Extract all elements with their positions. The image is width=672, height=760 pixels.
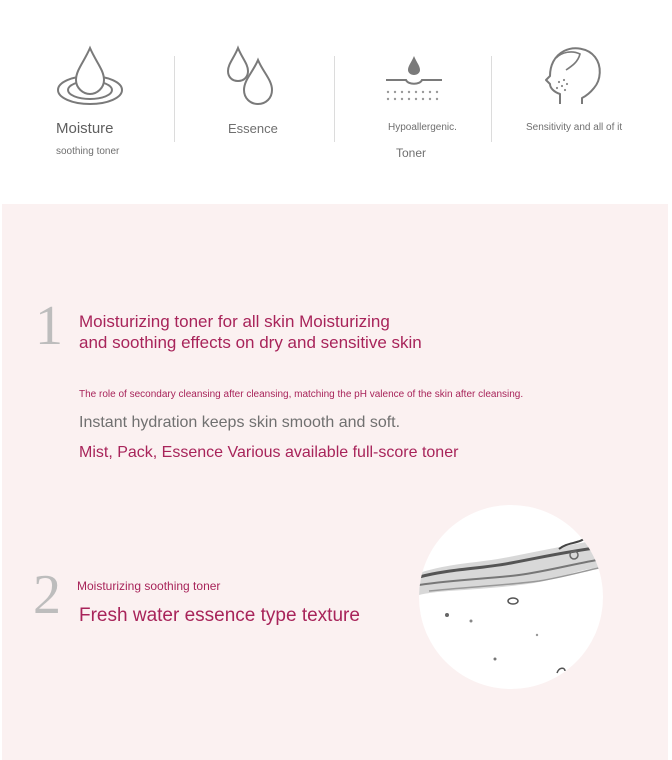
divider xyxy=(491,56,492,142)
divider xyxy=(334,56,335,142)
water-ripple-drop-icon xyxy=(54,40,126,108)
section-number: 2 xyxy=(33,564,61,626)
feature-sublabel: soothing toner xyxy=(56,146,120,157)
face-profile-icon xyxy=(542,44,604,108)
feature-label: Sensitivity and all of it xyxy=(526,122,623,133)
section-headline-line1: Moisturizing toner for all skin Moisturizing xyxy=(79,312,390,331)
section-number: 1 xyxy=(35,295,63,357)
skin-layer-drop-icon xyxy=(382,54,446,106)
section-body-line: Mist, Pack, Essence Various available full-score toner xyxy=(79,444,459,461)
content-section xyxy=(2,204,668,760)
feature-strip xyxy=(0,0,672,204)
section-body-line: Instant hydration keeps skin smooth and soft. xyxy=(79,414,401,431)
section-headline-line2: and soothing effects on dry and sensitive skin xyxy=(79,333,422,352)
feature-label: Hypoallergenic. xyxy=(388,122,457,133)
section-small-text: The role of secondary cleansing after cleansing, matching the pH valence of the skin after cleansing. xyxy=(79,389,524,400)
section-headline: Fresh water essence type texture xyxy=(79,605,360,626)
feature-sublabel: Toner xyxy=(396,146,427,160)
water-splash-image xyxy=(419,505,603,689)
section-subtitle: Moisturizing soothing toner xyxy=(77,579,221,593)
divider xyxy=(174,56,175,142)
feature-label: Moisture xyxy=(56,120,114,137)
feature-label: Essence xyxy=(228,121,278,136)
double-drop-icon xyxy=(222,44,282,108)
